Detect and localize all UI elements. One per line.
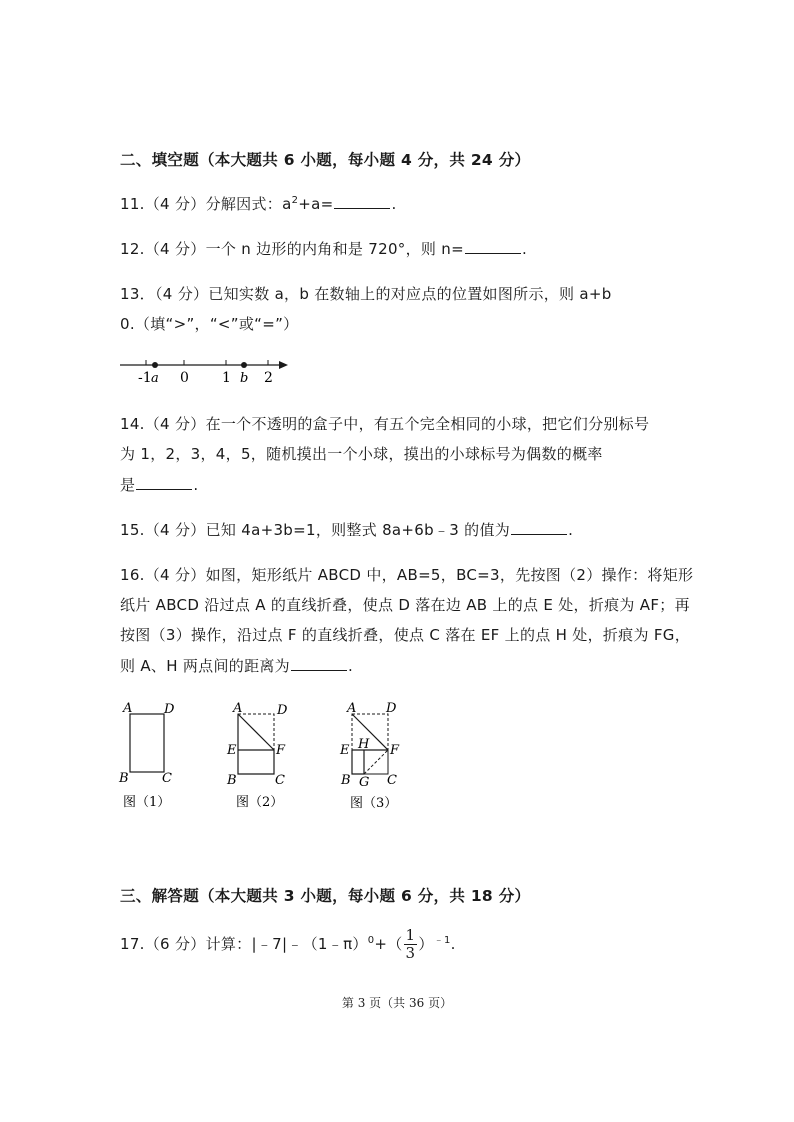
page-footer: 第 3 页（共 36 页） xyxy=(341,996,453,1010)
q11-prefix: 11.（4 分）分解因式：a xyxy=(120,195,292,213)
q17-end: . xyxy=(450,935,456,953)
point-label: a xyxy=(151,371,159,386)
point-label: b xyxy=(240,371,249,386)
question-13-line-1: 13．（4 分）已知实数 a，b 在数轴上的对应点的位置如图所示，则 a+b xyxy=(120,285,612,303)
q17-prefix: 17.（6 分）计算： xyxy=(120,935,252,953)
question-14-line-1: 14.（4 分）在一个不透明的盒子中，有五个完全相同的小球，把它们分别标号 xyxy=(120,415,650,433)
question-14-line-3 xyxy=(120,474,198,495)
q12-text: 12.（4 分）一个 n 边形的内角和是 720°，则 n= xyxy=(120,240,464,258)
q16-end: . xyxy=(347,657,354,675)
question-15 xyxy=(120,519,573,540)
figure-2 xyxy=(226,700,296,812)
q14-prefix: 是 xyxy=(120,476,136,494)
question-16-line-2: 纸片 ABCD 沿过点 A 的直线折叠，使点 D 落在边 AB 上的点 E 处，折痕为 AF；再 xyxy=(120,596,690,614)
figure-caption: 图（2） xyxy=(236,795,284,810)
fraction-numerator: 1 xyxy=(405,926,416,944)
question-12 xyxy=(120,238,527,259)
question-13-line-2: 0.（填“>”，“<”或“=”） xyxy=(120,315,299,333)
point-label: B xyxy=(227,773,237,788)
q15-end: . xyxy=(568,521,574,539)
crease-af xyxy=(238,714,274,750)
point-label: C xyxy=(162,771,172,786)
number-line xyxy=(118,354,294,388)
crease-fg xyxy=(364,750,388,774)
answer-blank[interactable] xyxy=(334,194,390,209)
q11-exponent: 2 xyxy=(291,195,299,206)
figure-caption: 图（1） xyxy=(123,795,171,810)
point-label: D xyxy=(277,703,288,718)
point-label: E xyxy=(340,743,350,758)
point-label: A xyxy=(233,701,243,716)
figure-1 xyxy=(118,700,188,812)
section-2-heading: 二、填空题（本大题共 6 小题，每小题 4 分，共 24 分） xyxy=(120,151,531,169)
tick-label: 0 xyxy=(180,370,189,386)
figure-caption: 图（3） xyxy=(350,796,398,811)
point-label: D xyxy=(386,701,397,716)
q11-rest: +a= xyxy=(298,195,334,213)
q17-exponent-zero: 0 xyxy=(367,935,375,946)
q11-end: . xyxy=(391,195,397,213)
point-label: C xyxy=(387,773,397,788)
point-label: F xyxy=(390,743,400,758)
rectangle-abcd xyxy=(130,714,164,772)
point-label: A xyxy=(123,701,133,716)
q12-end: . xyxy=(521,240,528,258)
tick-label: 1 xyxy=(222,370,231,386)
point-a xyxy=(152,362,158,368)
fraction-denominator: 3 xyxy=(405,944,416,962)
point-label: H xyxy=(358,737,370,752)
fraction-one-third xyxy=(404,927,418,962)
point-label: D xyxy=(164,702,175,717)
q17-plus: +（ xyxy=(374,935,403,953)
point-label: B xyxy=(341,773,351,788)
question-11 xyxy=(120,193,397,214)
answer-blank[interactable] xyxy=(291,656,347,671)
q17-abs-term: |﹣7| xyxy=(251,935,288,953)
point-label: C xyxy=(275,773,285,788)
question-16-line-4 xyxy=(120,655,353,676)
q17-mid-term: ﹣（1﹣π） xyxy=(287,935,368,953)
answer-blank[interactable] xyxy=(511,520,567,535)
point-label: G xyxy=(359,775,370,790)
question-16-line-1: 16.（4 分）如图，矩形纸片 ABCD 中，AB=5，BC=3，先按图（2）操作：将矩形 xyxy=(120,566,694,584)
q17-exponent-neg-one: ﹣1 xyxy=(433,935,451,946)
point-label: B xyxy=(119,771,129,786)
tick-label: 2 xyxy=(264,370,273,386)
question-17 xyxy=(120,927,456,962)
point-label: E xyxy=(227,743,237,758)
q14-end: . xyxy=(193,476,199,494)
figure-3 xyxy=(338,700,410,812)
question-16-line-3: 按图（3）操作，沿过点 F 的直线折叠，使点 C 落在 EF 上的点 H 处，折痕为 FG， xyxy=(120,626,690,644)
answer-blank[interactable] xyxy=(136,475,192,490)
arrow-icon xyxy=(279,361,288,369)
point-b xyxy=(241,362,247,368)
remaining-strip xyxy=(352,750,364,774)
section-3-heading: 三、解答题（本大题共 3 小题，每小题 6 分，共 18 分） xyxy=(120,887,531,905)
q15-text: 15.（4 分）已知 4a+3b=1，则整式 8a+6b﹣3 的值为 xyxy=(120,521,511,539)
question-14-line-2: 为 1，2，3，4，5，随机摸出一个小球，摸出的小球标号为偶数的概率 xyxy=(120,445,603,463)
q16-prefix: 则 A、H 两点间的距离为 xyxy=(120,657,290,675)
point-label: F xyxy=(276,743,286,758)
answer-blank[interactable] xyxy=(465,239,521,254)
tick-label: -1 xyxy=(138,370,152,386)
q17-close: ） xyxy=(418,935,434,953)
point-label: A xyxy=(347,701,357,716)
